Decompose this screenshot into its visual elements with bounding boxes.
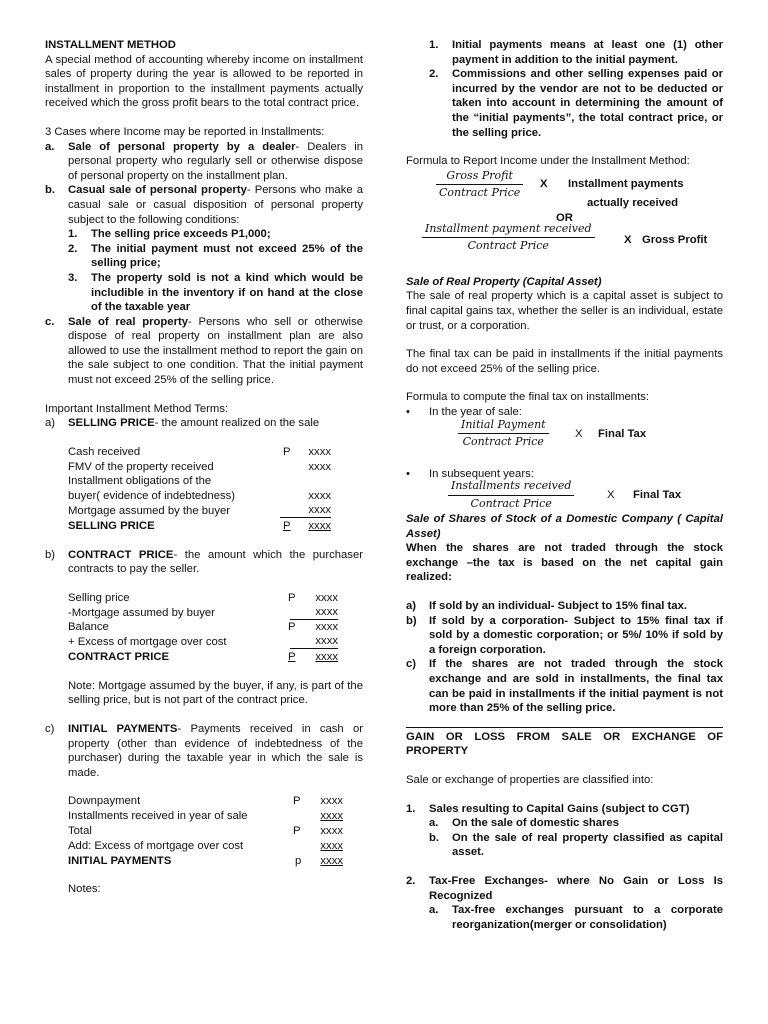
table-row: FMV of the property received xxxx — [68, 460, 331, 473]
list-item: 2. Commissions and other selling expenses paid or incurred by the vendor are not to be deducted or taken into account in determining the amount of the “initial payments”, the total contract price, or the selling price. — [429, 68, 723, 139]
formula-heading: Formula to Report Income under the Installment Method: — [406, 155, 690, 168]
case-b-text: - Persons who make a casual sale or casual disposition of personal property subject to the following conditions: — [68, 184, 363, 226]
term-contract-price: b) CONTRACT PRICE- the amount which the purchaser contracts to pay the seller. — [45, 548, 363, 576]
condition-item: 1. The selling price exceeds P1,000; — [68, 228, 271, 241]
formula-year-of-sale: Initial Payment Contract Price X Final Tax — [406, 420, 723, 453]
bullet-subsequent-years: • In subsequent years: — [406, 467, 534, 480]
shares-text: When the shares are not traded through the stock exchange –the tax is based on the net capital gain realized: — [406, 542, 723, 584]
left-column — [45, 38, 363, 897]
notes-list — [406, 38, 723, 140]
terms-heading: Important Installment Method Terms: — [45, 402, 229, 415]
case-a: a. Sale of personal property by a dealer- Dealers in personal property who regularly sell or otherwise dispose of personal property on the installment plan. — [45, 140, 364, 182]
cases-heading: 3 Cases where Income may be reported in Installments: — [45, 125, 325, 138]
contract-price-table — [45, 591, 363, 665]
table-row: Cash received P xxxx — [68, 445, 331, 458]
installment-formula: Gross Profit Contract Price X Installment payments actually received OR Installment payment received Contract Price X Gross Profit — [406, 169, 723, 261]
list-item: 2. Tax-Free Exchanges- where No Gain or Loss Is Recognized — [406, 874, 723, 902]
table-row: CONTRACT PRICE P xxxx — [68, 651, 338, 663]
table-row: + Excess of mortgage over cost xxxx — [68, 635, 338, 649]
note-paragraph: Note: Mortgage assumed by the buyer, if any, is part of the selling price, but is not part of the contract price. — [68, 679, 363, 707]
shares-list — [406, 599, 723, 716]
table-row: Installment obligations of the — [68, 475, 212, 488]
table-row: Total P xxxx — [68, 824, 343, 837]
classified-text: Sale or exchange of properties are classified into: — [406, 774, 654, 786]
list-item: 1. Initial payments means at least one (1) other payment in addition to the initial payment. — [429, 39, 723, 66]
condition-item: 3. The property sold is not a kind which would be includible in the inventory if on hand at the close of the taxable year — [68, 271, 363, 314]
intro-paragraph: A special method of accounting whereby income on installment sales of property during the year is allowed to be reported in installment in proportion to the installment payments actually received which the gross profit bears to the total contract price. — [45, 53, 363, 110]
table-row: INITIAL PAYMENTS p xxxx — [68, 854, 343, 867]
table-row: Balance P xxxx — [68, 621, 338, 634]
table-row: buyer( evidence of indebtedness) xxxx — [68, 490, 331, 503]
list-item: 1. Sales resulting to Capital Gains (subject to CGT) — [406, 802, 690, 815]
list-item: a) If sold by an individual- Subject to 15% final tax. — [406, 600, 687, 613]
case-b-conditions — [45, 227, 363, 315]
case-c: c. Sale of real property- Persons who sell or otherwise dispose of real property on installment plan are also allowed to use the installment method to report the gain on the sale subject to one condition. That the initial payment must not exceed 25% of the selling price. — [45, 315, 364, 387]
list-item: b. On the sale of real property classified as capital asset. — [429, 831, 723, 859]
case-c-text: - Persons who sell or otherwise dispose of real property on installment plan are also allowed to use the installment method to report the gain on the sale subject to one condition. That the initial payment must not exceed 25% of the selling price. — [68, 315, 364, 387]
real-property-text: The sale of real property which is a capital asset is subject to final capital gains tax, whether the seller is an individual, estate or trust, or a corporation. — [406, 290, 723, 332]
term-initial-payments: c) INITIAL PAYMENTS- Payments received in cash or property (other than evidence of indebtedness of the purchaser) during the taxable year in which the sale is made. — [45, 722, 363, 779]
notes-label: Notes: — [68, 883, 101, 896]
case-c-title: Sale of real property — [68, 315, 189, 328]
right-column — [406, 38, 723, 932]
table-row: Selling price P xxxx — [68, 591, 338, 604]
table-row: -Mortgage assumed by buyer xxxx — [68, 605, 338, 619]
condition-item: 2. The initial payment must not exceed 25% of the selling price; — [68, 242, 363, 270]
initial-payments-table — [45, 794, 363, 868]
table-row: Downpayment P xxxx — [68, 795, 343, 808]
shares-heading: Sale of Shares of Stock of a Domestic Company ( Capital Asset) — [406, 513, 723, 540]
case-a-title: Sale of personal property by a dealer — [68, 140, 296, 153]
classification-list — [406, 802, 723, 933]
gain-loss-heading: GAIN OR LOSS FROM SALE OR EXCHANGE OF PROPERTY — [406, 730, 723, 758]
final-tax-formula-heading: Formula to compute the final tax on installments: — [406, 391, 649, 404]
table-row: Installments received in year of sale xxxx — [68, 810, 343, 823]
real-property-heading: Sale of Real Property (Capital Asset) — [406, 275, 602, 288]
table-row: Add: Excess of mortgage over cost xxxx — [68, 839, 343, 852]
fraction-payment-received: Installment payment received Contract Price — [422, 222, 595, 254]
term-selling-price: a) SELLING PRICE- the amount realized on the sale — [45, 417, 320, 430]
case-a-text: - Dealers in personal property who regularly sell or otherwise dispose of personal property on the installment plan. — [68, 140, 364, 182]
selling-price-table — [45, 445, 363, 534]
list-item: b) If sold by a corporation- Subject to 15% final tax if sold by a domestic corporation; or 5%/ 10% if sold by a foreign corporation. — [406, 614, 723, 656]
final-tax-text: The final tax can be paid in installments if the initial payments do not exceed 25% of the selling price. — [406, 348, 723, 375]
fraction-gross-profit: Gross Profit Contract Price — [436, 169, 523, 201]
section-title: INSTALLMENT METHOD — [45, 39, 176, 51]
list-item: c) If the shares are not traded through the stock exchange and are sold in installments, the final tax can be paid in installments if the initial payment is not more than 25% of the selling price. — [406, 658, 723, 715]
table-row: Mortgage assumed by the buyer xxxx — [68, 504, 331, 518]
list-item: a. On the sale of domestic shares — [429, 817, 619, 830]
list-item: a. Tax-free exchanges pursuant to a corporate reorganization(merger or consolidation) — [429, 904, 723, 931]
case-b-title: Casual sale of personal property — [68, 184, 247, 197]
formula-subsequent-years: Installments received Contract Price X Final Tax — [406, 481, 723, 512]
bullet-year-of-sale: • In the year of sale: — [406, 405, 522, 418]
table-row: SELLING PRICE P xxxx — [68, 519, 331, 532]
case-b: b. Casual sale of personal property- Persons who make a casual sale or casual disposition of personal property subject to the following conditions: — [45, 184, 363, 226]
